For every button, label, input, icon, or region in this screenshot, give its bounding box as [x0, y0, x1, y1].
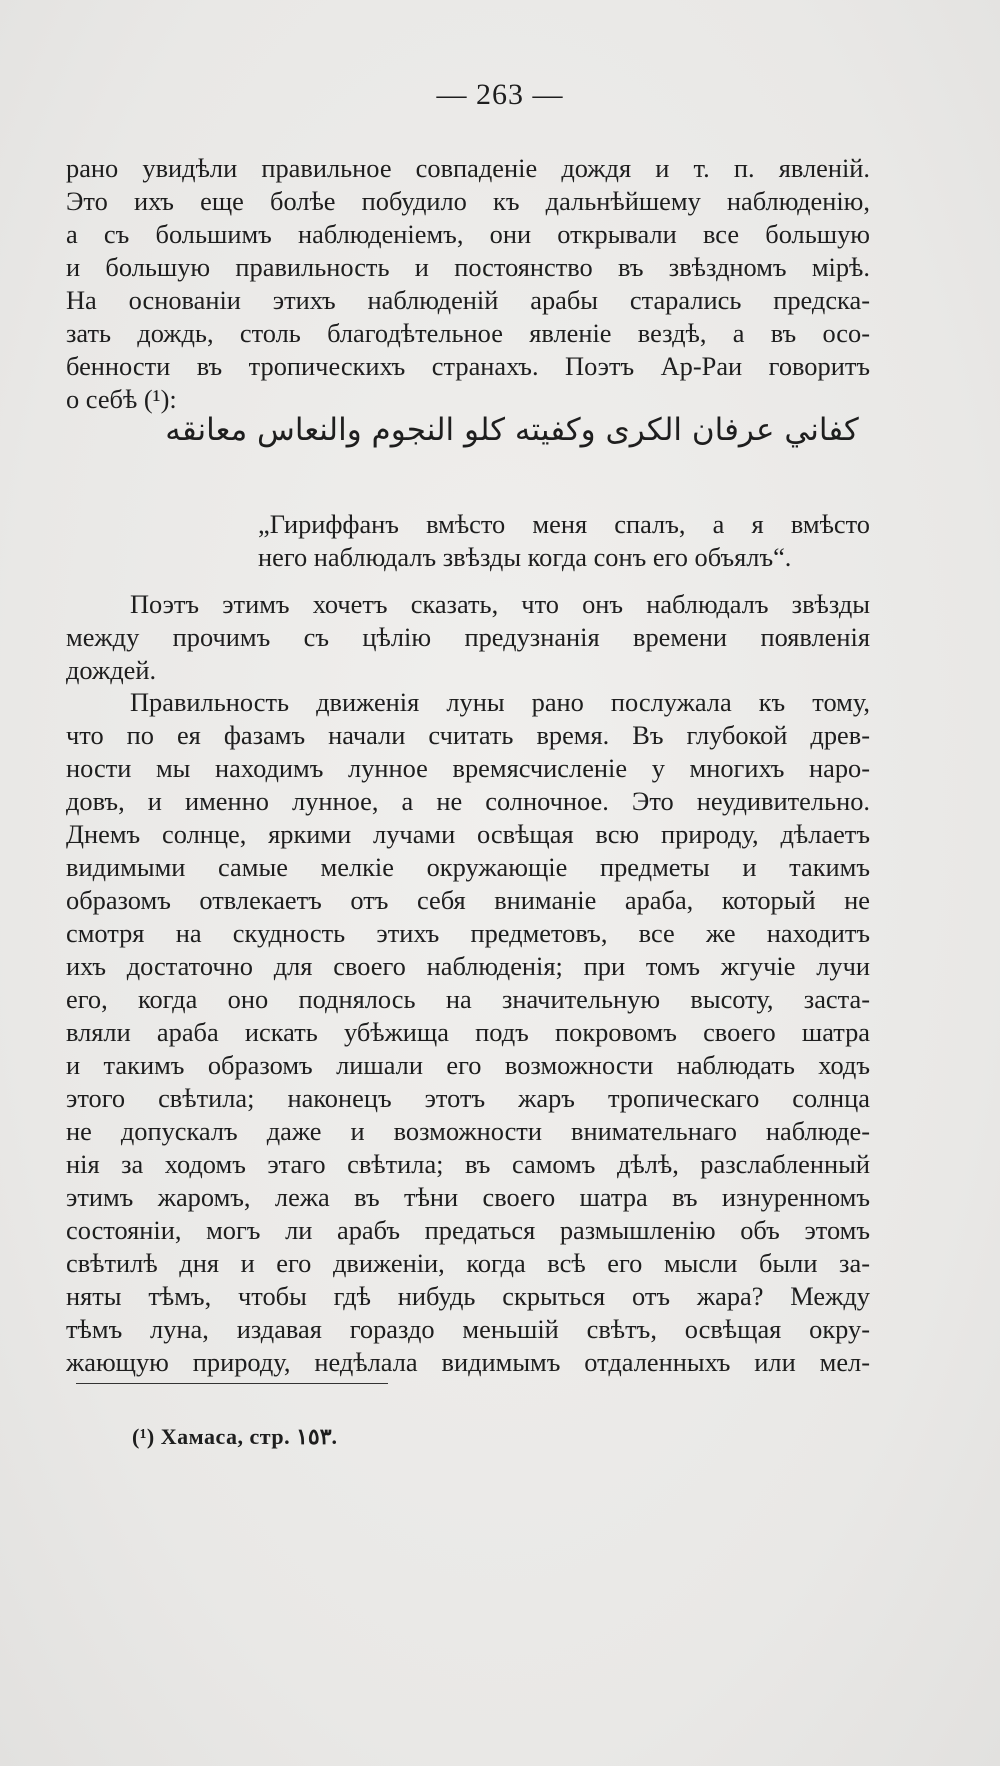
paragraph-2: [66, 588, 870, 687]
text-line: На основаніи этихъ наблюденій арабы старались предска-: [66, 285, 870, 315]
text-line: довъ, и именно лунное, а не солночное. Это неудивительно.: [66, 786, 870, 816]
page-number: — 263 —: [436, 78, 564, 111]
text-line: видимыми самые мелкіе окружающіе предметы и такимъ: [66, 852, 870, 882]
text-line: Это ихъ еще болѣе побудило къ дальнѣйшему наблюденію,: [66, 186, 870, 216]
text-line: этого свѣтила; наконецъ этотъ жаръ тропическаго солнца: [66, 1083, 870, 1113]
paragraph-1: [66, 152, 870, 416]
text-line: состояніи, могъ ли арабъ предаться размышленію объ этомъ: [66, 1215, 870, 1245]
text-line: тѣмъ луна, издавая гораздо меньшій свѣтъ, освѣщая окру-: [66, 1314, 870, 1344]
text-line: смотря на скудность этихъ предметовъ, все же находитъ: [66, 918, 870, 948]
text-line: а съ большимъ наблюденіемъ, они открывали все большую: [66, 219, 870, 249]
text-line: о себѣ (¹):: [66, 384, 177, 414]
arabic-verse: كفاني عرفان الكرى وكفيته كلو النجوم والنعاس معانقه: [165, 412, 859, 448]
text-line: его, когда оно поднялось на значительную высоту, заста-: [66, 984, 870, 1014]
text-line: ихъ достаточно для своего наблюденія; при томъ жгучіе лучи: [66, 951, 870, 981]
text-line: и большую правильность и постоянство въ звѣздномъ мірѣ.: [66, 252, 870, 282]
text-line: жающую природу, недѣлала видимымъ отдаленныхъ или мел-: [66, 1347, 870, 1377]
text-line: няты тѣмъ, чтобы гдѣ нибудь скрыться отъ жара? Между: [66, 1281, 870, 1311]
text-line: свѣтилѣ дня и его движеніи, когда всѣ его мысли были за-: [66, 1248, 870, 1278]
text-line: Поэтъ этимъ хочетъ сказать, что онъ наблюдалъ звѣзды: [130, 589, 870, 619]
quote-line: него наблюдалъ звѣзды когда сонъ его объялъ“.: [258, 542, 792, 572]
text-line: рано увидѣли правильное совпаденіе дождя и т. п. явленій.: [66, 153, 870, 183]
text-line: этимъ жаромъ, лежа въ тѣни своего шатра въ изнуренномъ: [66, 1182, 870, 1212]
paragraph-3: [66, 686, 870, 1379]
text-line: Днемъ солнце, яркими лучами освѣщая всю природу, дѣлаетъ: [66, 819, 870, 849]
text-line: образомъ отвлекаетъ отъ себя вниманіе араба, который не: [66, 885, 870, 915]
footnote: (¹) Хамаса, стр. ١٥٣.: [132, 1424, 338, 1449]
text-line: между прочимъ съ цѣлію предузнанія времени появленія: [66, 622, 870, 652]
verse-translation: [258, 508, 870, 574]
text-line: не допускалъ даже и возможности внимательнаго наблюде-: [66, 1116, 870, 1146]
quote-line: „Гириффанъ вмѣсто меня спалъ, а я вмѣсто: [258, 509, 870, 539]
text-line: дождей.: [66, 655, 157, 685]
footnote-divider: [76, 1383, 388, 1384]
text-line: зать дождь, столь благодѣтельное явленіе вездѣ, а въ осо-: [66, 318, 870, 348]
text-line: вляли араба искать убѣжища подъ покровомъ своего шатра: [66, 1017, 870, 1047]
text-line: нія за ходомъ этаго свѣтила; въ самомъ дѣлѣ, разслабленный: [66, 1149, 870, 1179]
text-line: и такимъ образомъ лишали его возможности наблюдать ходъ: [66, 1050, 870, 1080]
text-line: что по ея фазамъ начали считать время. Въ глубокой древ-: [66, 720, 870, 750]
text-line: ности мы находимъ лунное времясчисленіе у многихъ наро-: [66, 753, 870, 783]
text-line: бенности въ тропическихъ странахъ. Поэтъ Ар-Раи говоритъ: [66, 351, 870, 381]
text-line: Правильность движенія луны рано послужала къ тому,: [130, 687, 870, 717]
